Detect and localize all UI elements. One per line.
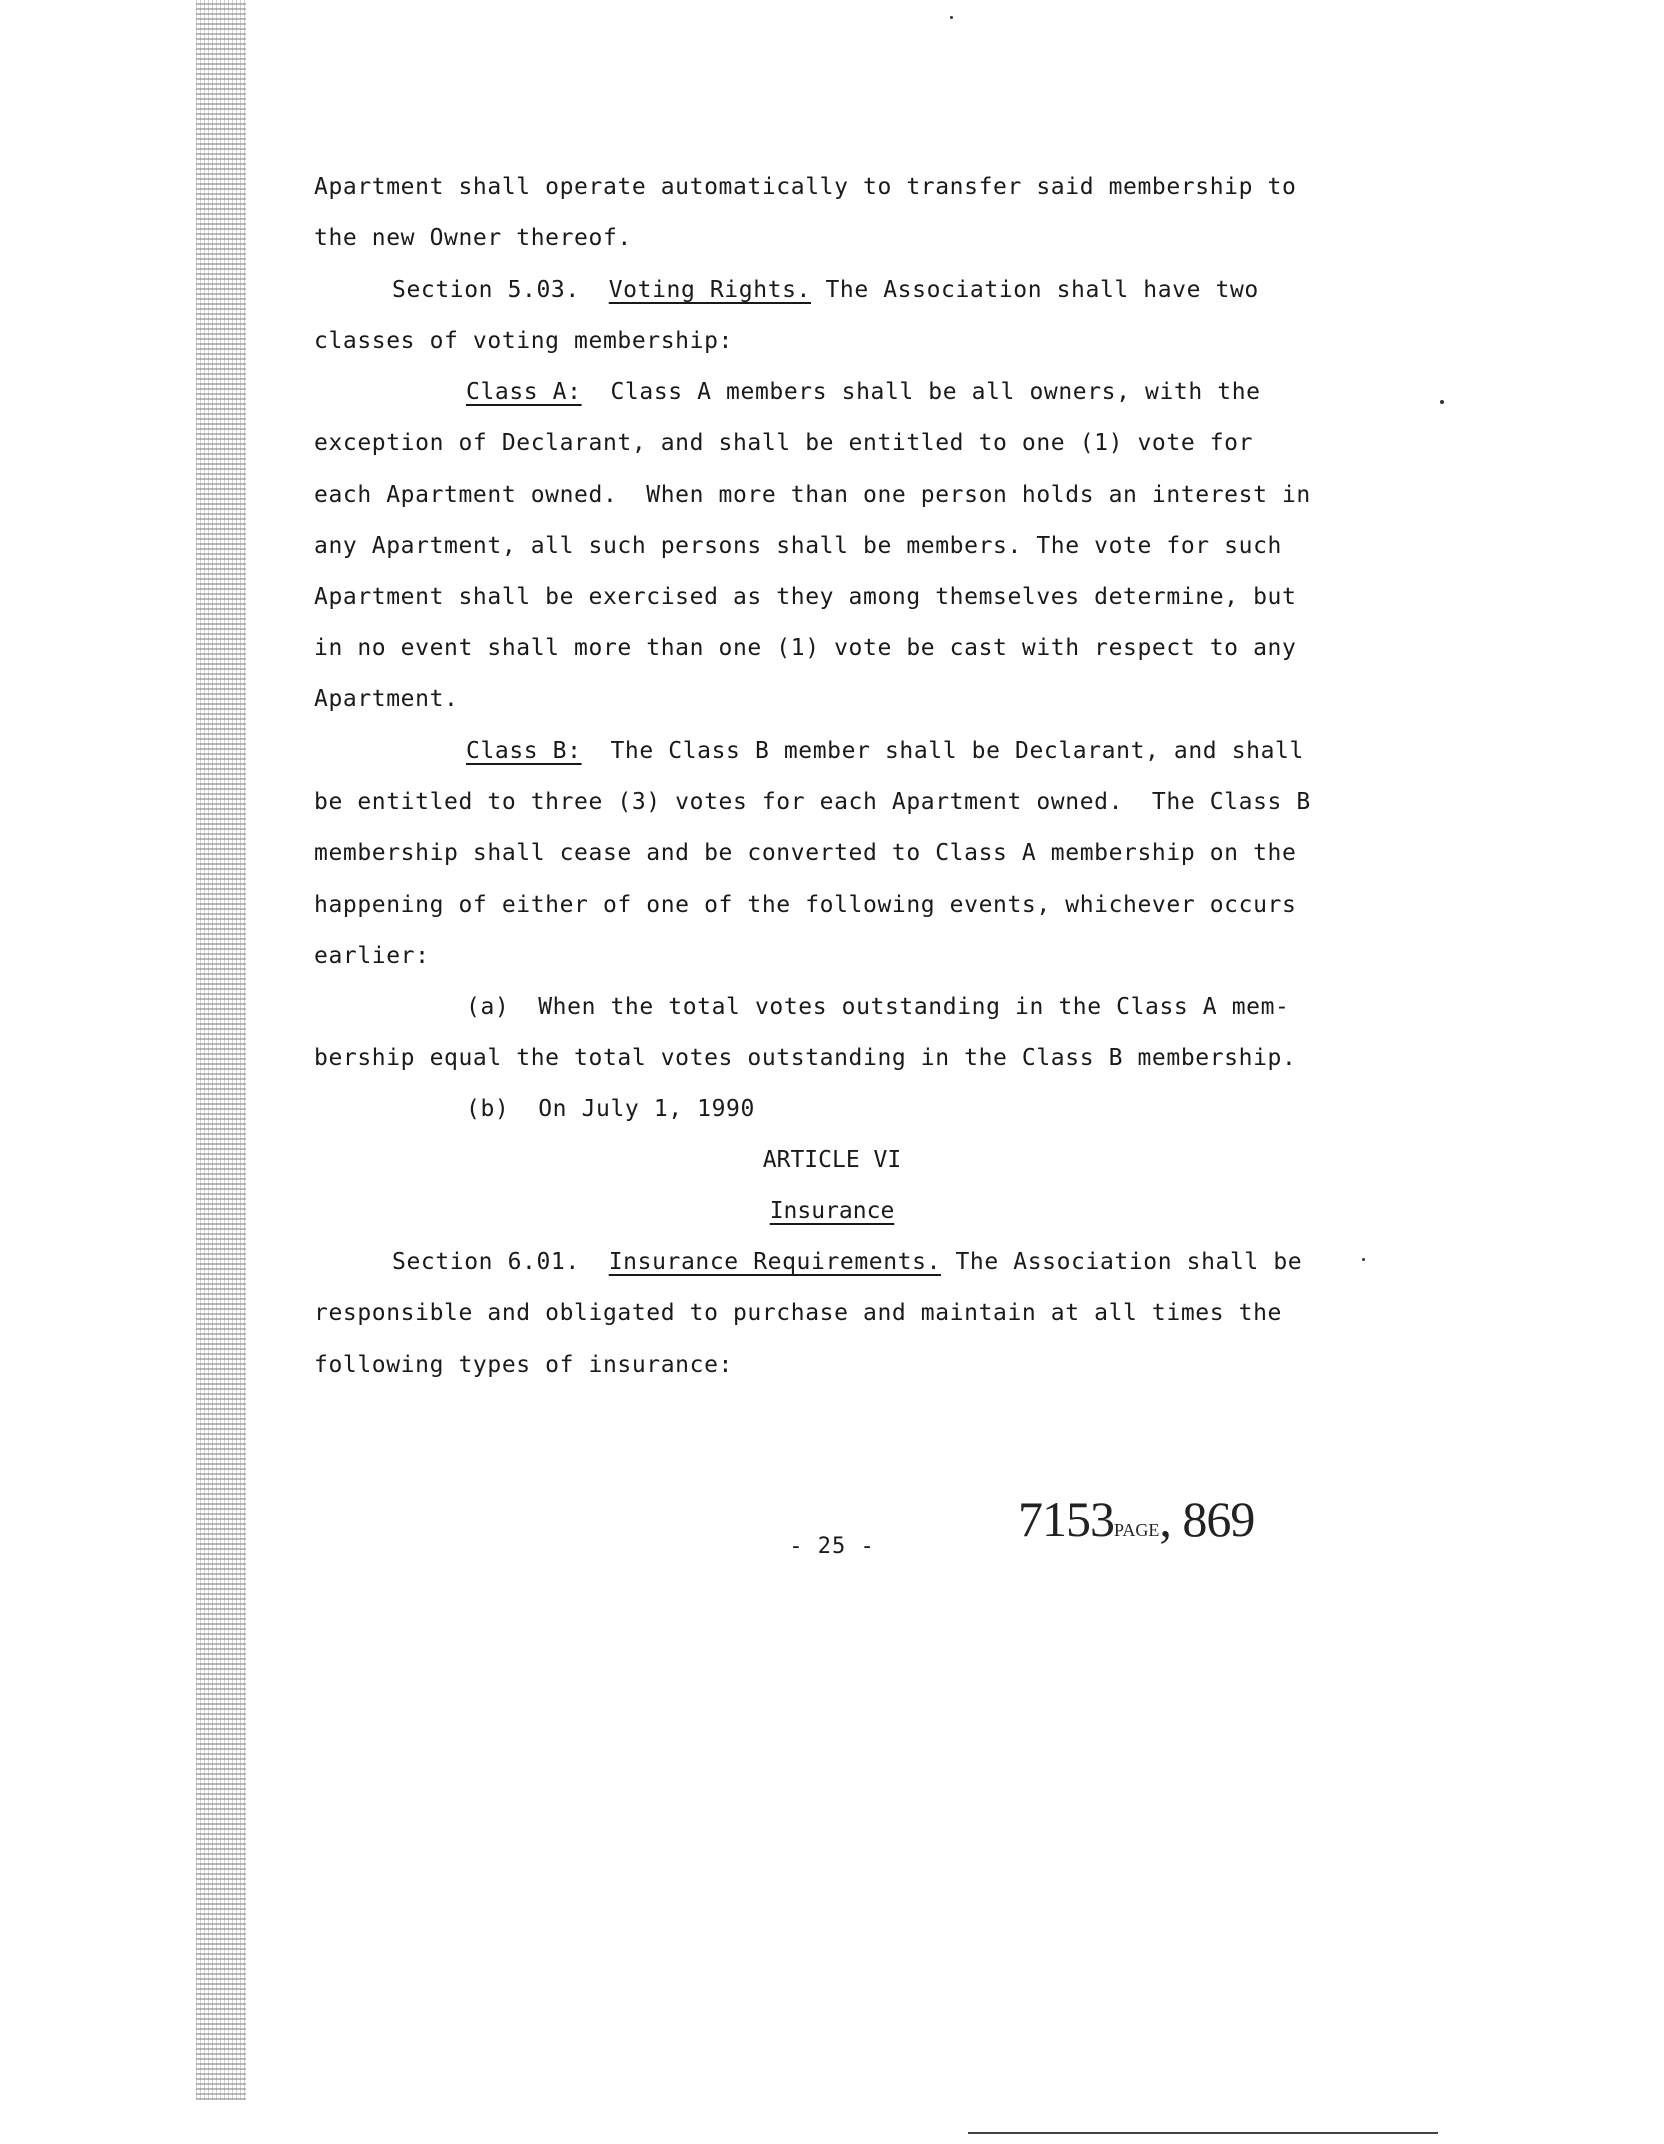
body-line: Apartment shall be exercised as they among themselves determine, but [314,584,1297,610]
event-a-continued: bership equal the total votes outstanding in the Class B membership. [314,1045,1297,1071]
scan-speck [950,16,953,19]
scan-speck [1440,400,1444,404]
body-line: classes of voting membership: [314,328,733,354]
article-title: Insurance [769,1198,895,1224]
body-line: earlier: [314,943,430,969]
section-5-03-line [392,275,1259,305]
page-number: - 25 - [789,1534,875,1559]
class-b-line [466,736,1304,766]
section-heading: Insurance Requirements. [608,1249,942,1275]
class-a-label: Class A: [466,379,582,405]
section-text: The Association shall have two [811,277,1259,303]
class-a-line [466,377,1261,407]
bottom-rule [968,2132,1438,2134]
body-line: be entitled to three (3) votes for each Apartment owned. The Class B [314,789,1311,815]
class-b-text: The Class B member shall be Declarant, and shall [581,738,1304,764]
stamp-page: 869 [1182,1491,1255,1547]
section-heading: Voting Rights. [608,277,811,303]
article-number: ARTICLE VI [762,1147,902,1173]
scan-speck [1362,1258,1365,1261]
section-6-01-line [392,1247,1302,1277]
body-line: Apartment. [314,686,459,712]
scan-edge-noise [196,0,246,2100]
body-line: Apartment shall operate automatically to transfer said membership to [314,174,1297,200]
recording-stamp: 7153PAGE, 869 [1018,1491,1255,1547]
event-a-line: (a) When the total votes outstanding in the Class A mem- [466,994,1290,1020]
body-line: in no event shall more than one (1) vote be cast with respect to any [314,635,1297,661]
event-b-line: (b) On July 1, 1990 [466,1096,755,1122]
body-line: responsible and obligated to purchase and maintain at all times the [314,1300,1282,1326]
body-line: the new Owner thereof. [314,225,632,251]
body-line: exception of Declarant, and shall be entitled to one (1) vote for [314,430,1254,456]
stamp-book: 7153 [1018,1491,1114,1547]
body-line: happening of either of one of the following events, whichever occurs [314,892,1297,918]
body-line: membership shall cease and be converted to Class A membership on the [314,840,1297,866]
body-line: following types of insurance: [314,1352,733,1378]
class-a-text: Class A members shall be all owners, with the [581,379,1261,405]
body-line: each Apartment owned. When more than one person holds an interest in [314,482,1311,508]
section-number: Section 5.03. [392,277,580,303]
section-number: Section 6.01. [392,1249,580,1275]
body-line: any Apartment, all such persons shall be members. The vote for such [314,533,1282,559]
class-b-label: Class B: [466,738,582,764]
stamp-page-label: PAGE [1114,1520,1160,1540]
section-text: The Association shall be [941,1249,1303,1275]
